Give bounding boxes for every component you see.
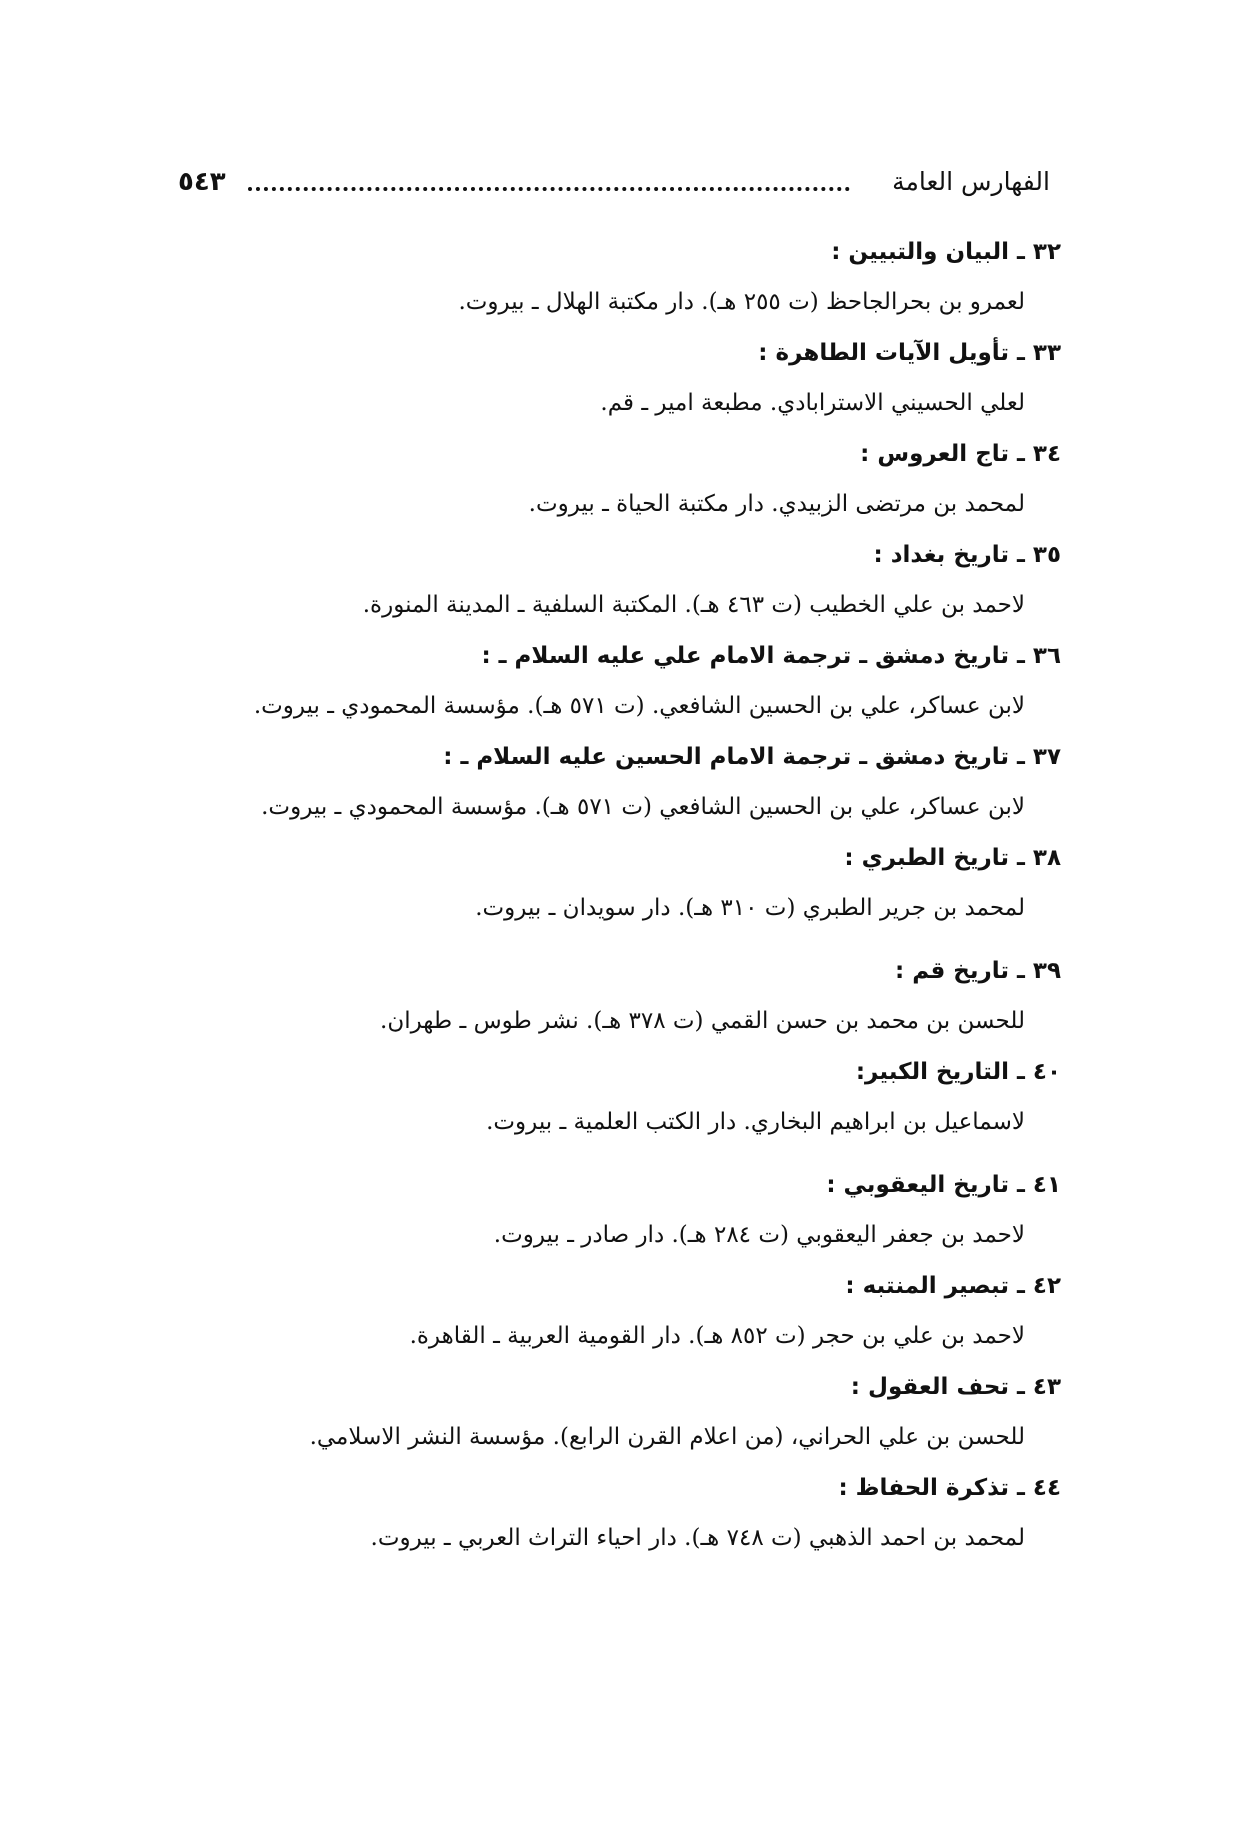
bibliography-entry	[161, 333, 1061, 423]
bibliography-entry	[161, 1367, 1061, 1457]
entry-detail: لاحمد بن علي الخطيب (ت ٤٦٣ هـ). المكتبة السلفية ـ المدينة المنورة.	[362, 592, 1025, 618]
bibliography-entry	[161, 636, 1061, 726]
entry-title: ٤٠ ـ التاريخ الكبير:	[855, 1059, 1061, 1085]
entry-title: ٣٨ ـ تاريخ الطبري :	[844, 845, 1061, 871]
entry-title: ٣٣ ـ تأويل الآيات الطاهرة :	[758, 340, 1061, 366]
entry-title: ٣٩ ـ تاريخ قم :	[895, 958, 1061, 984]
running-title: الفهارس العامة	[892, 167, 1050, 196]
bibliography-entry	[161, 1052, 1061, 1142]
entry-title: ٤١ ـ تاريخ اليعقوبي :	[826, 1172, 1061, 1198]
entry-title: ٤٣ ـ تحف العقول :	[850, 1374, 1061, 1400]
entry-title: ٣٢ ـ البيان والتبيين :	[831, 239, 1061, 265]
entry-title: ٤٢ ـ تبصير المنتبه :	[845, 1273, 1061, 1299]
entry-detail: لاحمد بن علي بن حجر (ت ٨٥٢ هـ). دار القومية العربية ـ القاهرة.	[409, 1323, 1025, 1349]
bibliography-entry	[161, 232, 1061, 322]
entry-detail: لمحمد بن مرتضى الزبيدي. دار مكتبة الحياة ـ بيروت.	[528, 491, 1025, 517]
entry-detail: للحسن بن محمد بن حسن القمي (ت ٣٧٨ هـ). نشر طوس ـ طهران.	[380, 1008, 1025, 1034]
entry-detail: للحسن بن علي الحراني، (من اعلام القرن الرابع). مؤسسة النشر الاسلامي.	[309, 1424, 1025, 1450]
bibliography-entry	[161, 1468, 1061, 1558]
entry-title: ٣٤ ـ تاج العروس :	[860, 441, 1061, 467]
entry-detail: لابن عساكر، علي بن الحسين الشافعي (ت ٥٧١ هـ). مؤسسة المحمودي ـ بيروت.	[261, 794, 1025, 820]
entry-detail: لمحمد بن جرير الطبري (ت ٣١٠ هـ). دار سويدان ـ بيروت.	[475, 895, 1025, 921]
bibliography-list	[161, 232, 1061, 1569]
entry-detail: لعلي الحسيني الاسترابادي. مطبعة امير ـ قم.	[600, 390, 1025, 416]
spacer	[161, 939, 1061, 951]
header-dot-leader	[248, 187, 850, 191]
entry-detail: لابن عساكر، علي بن الحسين الشافعي. (ت ٥٧١ هـ). مؤسسة المحمودي ـ بيروت.	[253, 693, 1025, 719]
entry-title: ٣٥ ـ تاريخ بغداد :	[873, 542, 1061, 568]
spacer	[161, 1153, 1061, 1165]
entry-title: ٣٦ ـ تاريخ دمشق ـ ترجمة الامام علي عليه السلام ـ :	[481, 643, 1061, 669]
entry-detail: لمحمد بن احمد الذهبي (ت ٧٤٨ هـ). دار احياء التراث العربي ـ بيروت.	[370, 1525, 1025, 1551]
entry-title: ٤٤ ـ تذكرة الحفاظ :	[838, 1475, 1061, 1501]
bibliography-entry	[161, 1165, 1061, 1255]
entry-title: ٣٧ ـ تاريخ دمشق ـ ترجمة الامام الحسين عليه السلام ـ :	[443, 744, 1061, 770]
page-number: ٥٤٣	[178, 167, 226, 197]
entry-detail: لعمرو بن بحرالجاحظ (ت ٢٥٥ هـ). دار مكتبة الهلال ـ بيروت.	[458, 289, 1025, 315]
running-header	[178, 160, 1050, 204]
bibliography-entry	[161, 1266, 1061, 1356]
bibliography-entry	[161, 951, 1061, 1041]
bibliography-entry	[161, 434, 1061, 524]
entry-detail: لاسماعيل بن ابراهيم البخاري. دار الكتب العلمية ـ بيروت.	[486, 1109, 1025, 1135]
entry-detail: لاحمد بن جعفر اليعقوبي (ت ٢٨٤ هـ). دار صادر ـ بيروت.	[493, 1222, 1025, 1248]
bibliography-entry	[161, 838, 1061, 928]
bibliography-entry	[161, 737, 1061, 827]
bibliography-entry	[161, 535, 1061, 625]
